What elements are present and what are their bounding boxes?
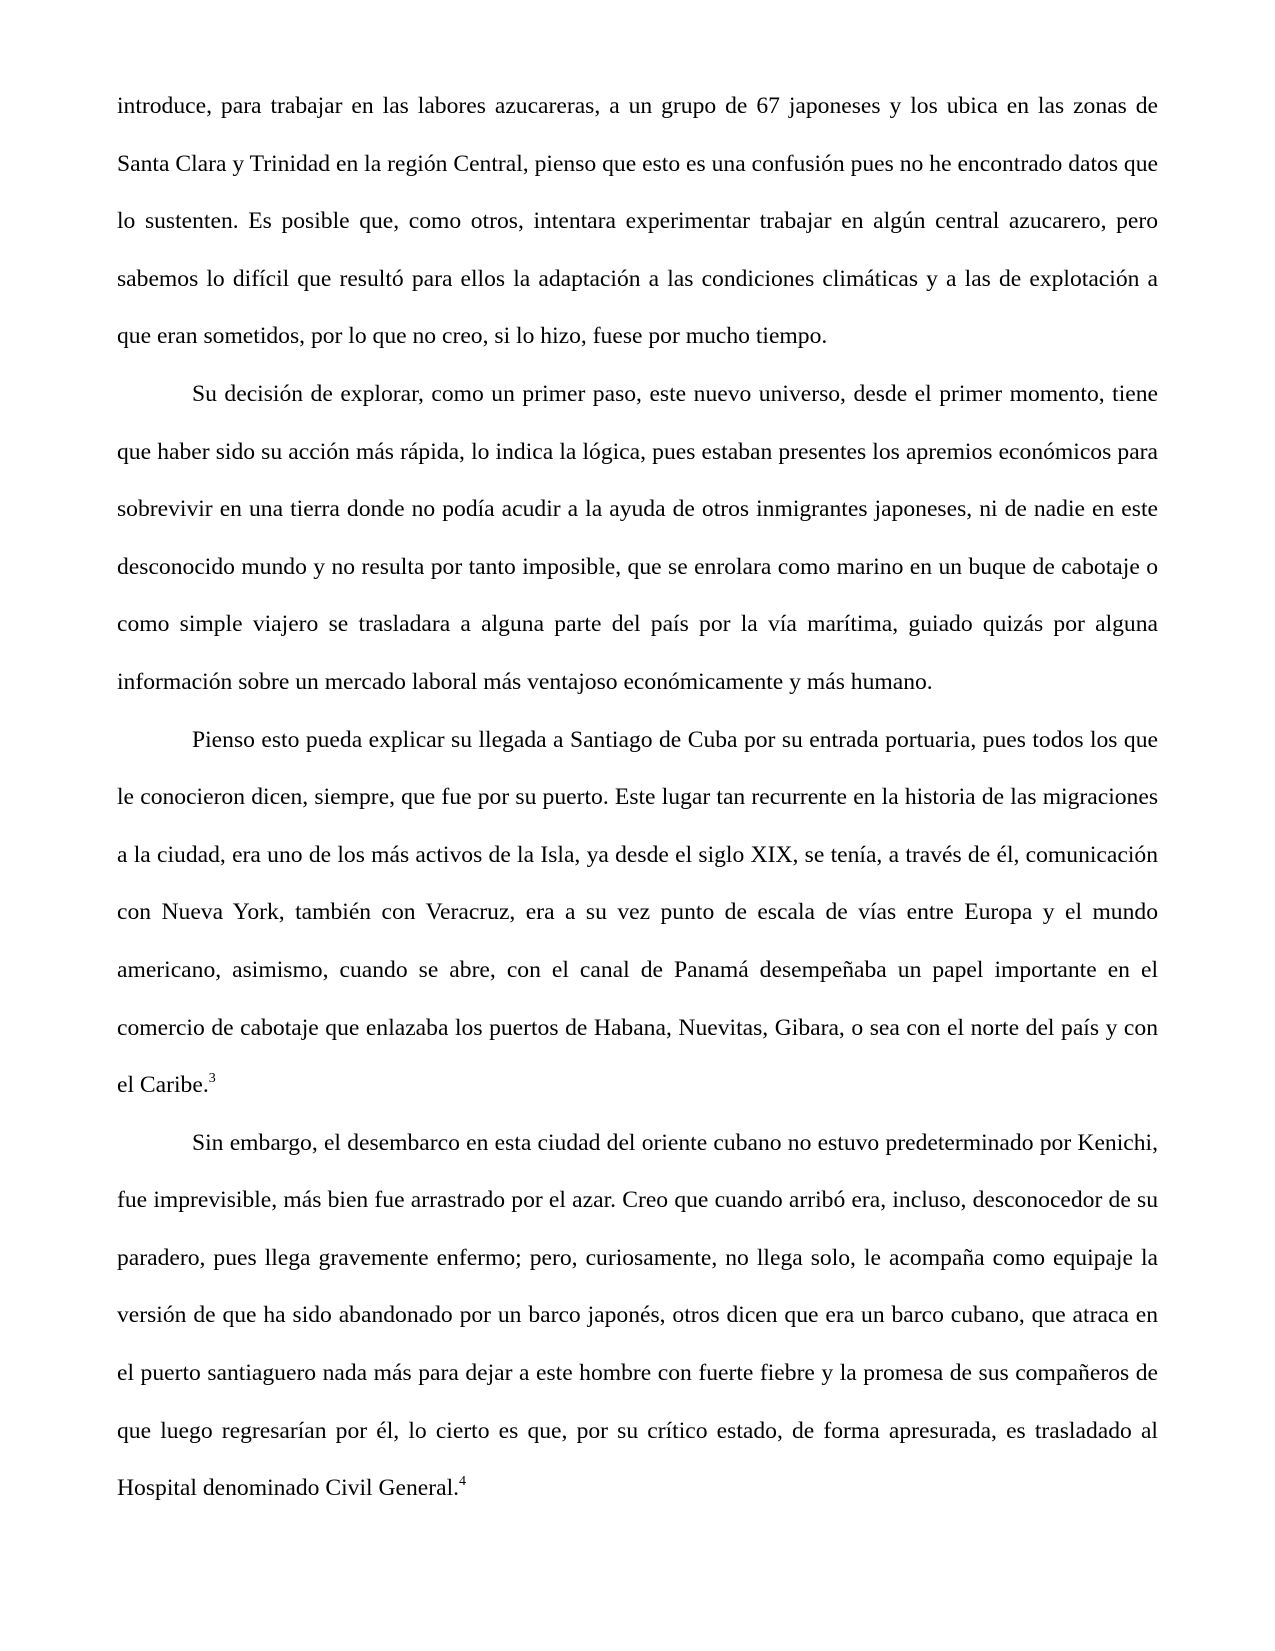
paragraph-4-text: Sin embargo, el desembarco en esta ciudad del oriente cubano no estuvo predeterminado por Kenichi, fue imprevisible, más bien fue arrastrado por el azar. Creo que cuando arribó era, incluso, desconocedor de su paradero, pues llega gravemente enfermo; pero, curiosamente, no llega solo, le acompaña como equipaje la versión de que ha sido abandonado por un barco japonés, otros dicen que era un barco cubano, que atraca en el puerto santiaguero nada más para dejar a este hombre con fuerte fiebre y la promesa de sus compañeros de que luego regresarían por él, lo cierto es que, por su crítico estado, de forma apresurada, es trasladado al Hospital denominado Civil General. — [117, 1129, 1158, 1502]
footnote-ref-4[interactable]: 4 — [459, 1474, 467, 1490]
paragraph-4 — [117, 1115, 1158, 1518]
paragraph-1-text: introduce, para trabajar en las labores azucareras, a un grupo de 67 japoneses y los ubica en las zonas de Santa Clara y Trinidad en la región Central, pienso que esto es una confusión pues no he encontrado datos que lo sustenten. Es posible que, como otros, intentara experimentar trabajar en algún central azucarero, pero sabemos lo difícil que resultó para ellos la adaptación a las condiciones climáticas y a las de explotación a que eran sometidos, por lo que no creo, si lo hizo, fuese por mucho tiempo. — [117, 93, 1158, 350]
footnote-ref-3[interactable]: 3 — [208, 1071, 216, 1087]
paragraph-2 — [117, 366, 1158, 712]
paragraph-3-text: Pienso esto pueda explicar su llegada a Santiago de Cuba por su entrada portuaria, pues todos los que le conocieron dicen, siempre, que fue por su puerto. Este lugar tan recurrente en la historia de las migraciones a la ciudad, era uno de los más activos de la Isla, ya desde el siglo XIX, se tenía, a través de él, comunicación con Nueva York, también con Veracruz, era a su vez punto de escala de vías entre Europa y el mundo americano, asimismo, cuando se abre, con el canal de Panamá desempeñaba un papel importante en el comercio de cabotaje que enlazaba los puertos de Habana, Nuevitas, Gibara, o sea con el norte del país y con el Caribe. — [117, 726, 1158, 1099]
document-page — [117, 78, 1158, 1518]
paragraph-2-text: Su decisión de explorar, como un primer paso, este nuevo universo, desde el primer momento, tiene que haber sido su acción más rápida, lo indica la lógica, pues estaban presentes los apremios económicos para sobrevivir en una tierra donde no podía acudir a la ayuda de otros inmigrantes japoneses, ni de nadie en este desconocido mundo y no resulta por tanto imposible, que se enrolara como marino en un buque de cabotaje o como simple viajero se trasladara a alguna parte del país por la vía marítima, guiado quizás por alguna información sobre un mercado laboral más ventajoso económicamente y más humano. — [117, 380, 1158, 695]
paragraph-1 — [117, 78, 1158, 366]
paragraph-3 — [117, 712, 1158, 1115]
